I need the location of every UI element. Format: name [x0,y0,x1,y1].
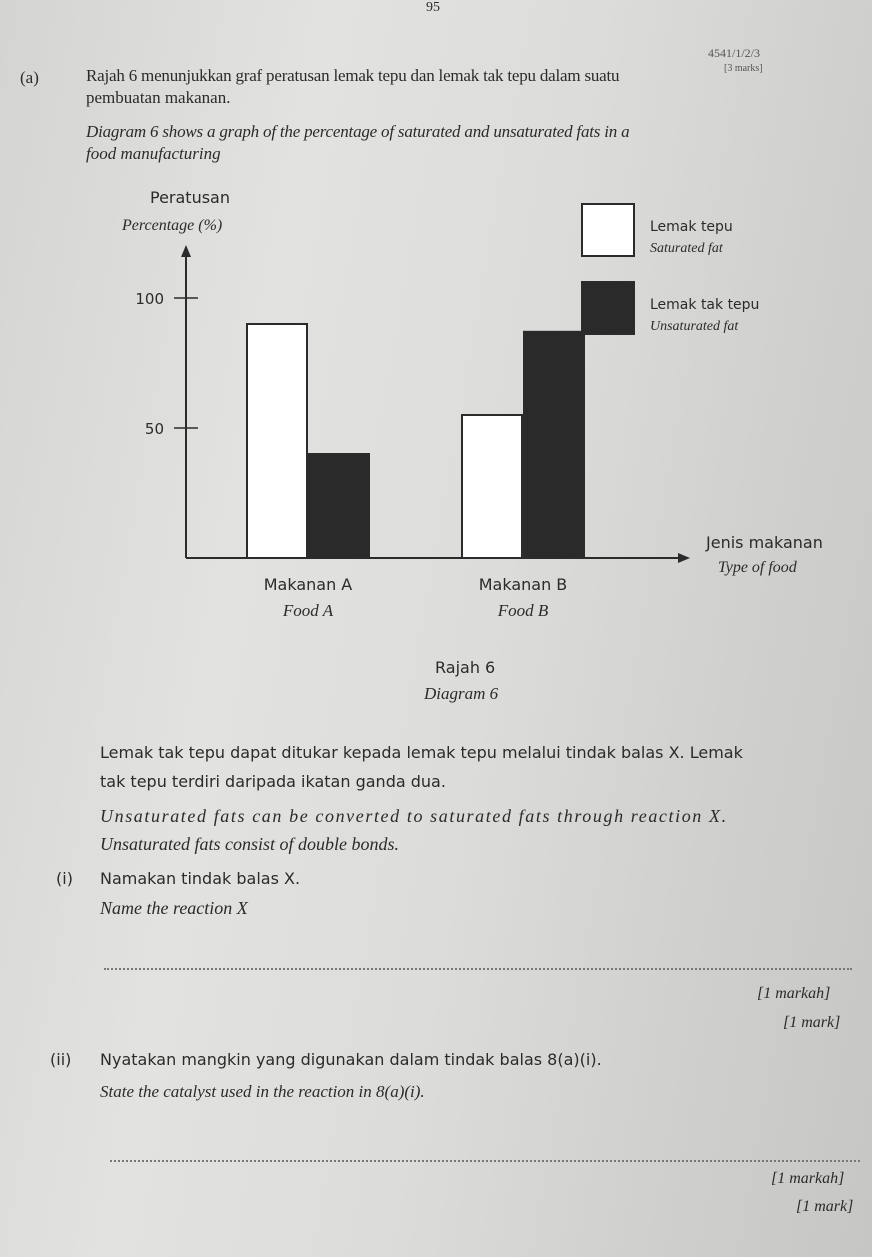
chart-legend [582,204,759,334]
bar-chart [0,180,872,820]
y-axis-title-malay: Peratusan [150,188,230,207]
legend-swatch [582,282,634,334]
paragraph-english-line2: Unsaturated fats consist of double bonds. [100,834,400,854]
paragraph-malay-line1: Lemak tak tepu dapat ditukar kepada lemak tepu melalui tindak balas X. Lemak [100,743,743,762]
legend-label-english: Saturated fat [650,241,723,256]
q-ii-english: State the catalyst used in the reaction in 8(a)(i). [100,1082,425,1101]
paragraph-english-line1: Unsaturated fats can be converted to saturated fats through reaction X. [100,806,728,826]
question-a-label: (a) [20,68,39,87]
marks-header: [3 marks] [724,63,763,74]
q-i-mark-english: [1 mark] [783,1014,841,1031]
q-ii-mark-malay: [1 markah] [771,1170,845,1187]
q-i-mark-malay: [1 markah] [757,985,831,1002]
y-tick-label: 100 [135,290,164,308]
x-axis-title-malay: Jenis makanan [706,533,823,552]
bar [524,332,584,558]
legend-label-malay: Lemak tepu [650,219,733,235]
q-i-malay: Namakan tindak balas X. [100,869,301,888]
answer-line-ii[interactable] [110,1160,860,1162]
legend-label-malay: Lemak tak tepu [650,297,760,313]
chart-bars [247,324,584,558]
q-i-label: (i) [56,869,73,888]
page-number: 95 [426,0,440,15]
bar [247,324,307,558]
x-tick-label-english: Food A [282,601,334,620]
caption-malay: Rajah 6 [435,658,496,677]
legend-swatch [582,204,634,256]
caption-english: Diagram 6 [424,684,499,703]
x-axis-title-english: Type of food [718,559,797,576]
x-tick-label-english: Food B [497,601,549,620]
q-ii-mark-english: [1 mark] [796,1198,854,1215]
x-tick-label-malay: Makanan A [263,575,353,594]
question-a-malay-line2: pembuatan makanan. [86,88,231,107]
paper-code: 4541/1/2/3 [708,46,761,60]
x-axis-arrow-icon [678,553,690,563]
question-a-english-line1: Diagram 6 shows a graph of the percentage of saturated and unsaturated fats in a [86,122,630,141]
answer-line-i[interactable] [104,968,852,970]
y-axis-title-english: Percentage (%) [122,217,223,234]
q-i-english: Name the reaction X [100,898,248,918]
y-tick-label: 50 [144,420,164,438]
q-ii-label: (ii) [50,1050,72,1069]
bar [462,415,522,558]
bar [309,454,369,558]
x-tick-label-malay: Makanan B [478,575,568,594]
legend-label-english: Unsaturated fat [650,319,739,334]
question-a-english-line2: food manufacturing [86,144,221,163]
q-ii-malay: Nyatakan mangkin yang digunakan dalam tindak balas 8(a)(i). [100,1050,602,1069]
paragraph-malay-line2: tak tepu terdiri daripada ikatan ganda dua. [100,772,446,791]
question-a-malay-line1: Rajah 6 menunjukkan graf peratusan lemak tepu dan lemak tak tepu dalam suatu [86,66,620,85]
y-axis-arrow-icon [181,245,191,257]
